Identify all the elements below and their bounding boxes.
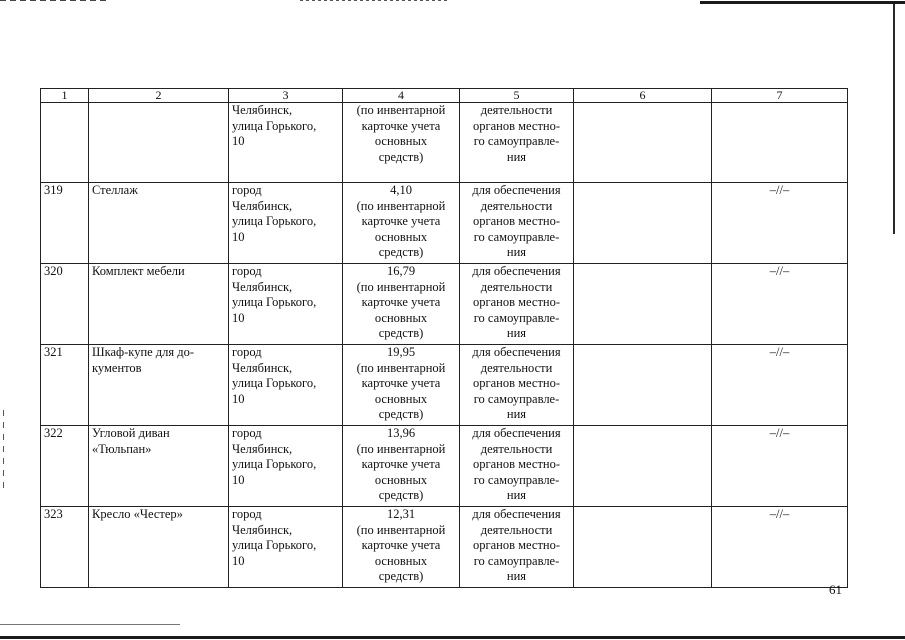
value-line: 13,96 <box>386 426 416 440</box>
purpose-line: для обеспечения <box>472 345 561 359</box>
table-row <box>41 264 848 345</box>
purpose-line: го самоуправле- <box>473 391 560 406</box>
purpose-cell <box>460 426 574 507</box>
value-line: 4,10 <box>390 183 412 197</box>
address-line: улица Горького, <box>232 538 317 552</box>
purpose-line: деятельности <box>480 522 553 537</box>
column-number-6: 6 <box>574 89 712 103</box>
purpose-line: органов местно- <box>472 457 561 471</box>
address-line: улица Горького, <box>232 457 317 471</box>
purpose-line: для обеспечения <box>472 264 561 278</box>
address-line: 10 <box>232 553 245 568</box>
purpose-cell <box>460 507 574 588</box>
value-line: карточке учета <box>361 118 441 133</box>
item-number-cell: 320 <box>41 264 89 345</box>
value-line: (по инвентарной <box>356 279 446 294</box>
value-line: 12,31 <box>386 507 416 521</box>
value-line: 19,95 <box>386 345 416 359</box>
purpose-line: деятельности <box>480 441 553 456</box>
item-name-line: Комплект мебели <box>92 264 185 278</box>
address-line: Челябинск, <box>232 279 293 294</box>
column-number-2: 2 <box>89 89 229 103</box>
continuation-row <box>41 103 848 183</box>
purpose-line: органов местно- <box>472 295 561 309</box>
purpose-line: деятельности <box>480 360 553 375</box>
ditto-mark-cell: –//– <box>712 264 848 345</box>
continuation-col7-cell <box>712 103 848 183</box>
item-name-line: Шкаф-купе для до- <box>92 345 195 359</box>
scan-artifact-top-left <box>0 0 110 1</box>
continuation-purpose-cell <box>460 103 574 183</box>
scan-artifact-right-edge <box>893 4 895 234</box>
value-line: средств) <box>378 488 424 502</box>
item-name-line: Стеллаж <box>92 183 138 197</box>
value-line: основных <box>374 229 428 244</box>
address-line: 10 <box>232 472 245 487</box>
value-line: (по инвентарной <box>356 360 446 375</box>
value-line: 16,79 <box>386 264 416 278</box>
purpose-line: деятельности <box>480 198 553 213</box>
value-cell <box>343 507 460 588</box>
page-number: 61 <box>829 582 842 597</box>
address-line: город <box>232 507 262 521</box>
value-line: средств) <box>378 149 424 164</box>
address-line: город <box>232 426 262 440</box>
purpose-line: го самоуправле- <box>473 229 560 244</box>
purpose-cell <box>460 183 574 264</box>
item-name-line: Кресло «Честер» <box>92 507 183 521</box>
item-name-cell <box>89 426 229 507</box>
table-row <box>41 426 848 507</box>
scan-artifact-left-dash <box>3 410 4 490</box>
purpose-line: ния <box>506 149 527 164</box>
purpose-line: органов местно- <box>472 214 561 228</box>
item-number-cell: 321 <box>41 345 89 426</box>
value-line: основных <box>374 553 428 568</box>
value-line: (по инвентарной <box>356 441 446 456</box>
table-row <box>41 345 848 426</box>
ditto-mark-cell: –//– <box>712 183 848 264</box>
address-line: город <box>232 264 262 278</box>
value-line: карточке учета <box>361 376 441 390</box>
scan-artifact-bottom-left <box>0 624 180 625</box>
address-line: Челябинск, <box>232 103 293 117</box>
address-line: улица Горького, <box>232 295 317 309</box>
continuation-address-cell <box>229 103 343 183</box>
value-line: основных <box>374 472 428 487</box>
item-name-cell <box>89 507 229 588</box>
col6-cell <box>574 345 712 426</box>
value-line: основных <box>374 310 428 325</box>
address-line: улица Горького, <box>232 214 317 228</box>
value-line: средств) <box>378 569 424 583</box>
purpose-line: го самоуправле- <box>473 472 560 487</box>
value-cell <box>343 183 460 264</box>
col6-cell <box>574 426 712 507</box>
column-number-1: 1 <box>41 89 89 103</box>
address-cell <box>229 507 343 588</box>
scan-artifact-top-mid <box>300 0 450 1</box>
purpose-line: для обеспечения <box>472 507 561 521</box>
ditto-mark-cell: –//– <box>712 507 848 588</box>
value-line: (по инвентарной <box>356 522 446 537</box>
purpose-line: го самоуправле- <box>473 553 560 568</box>
purpose-line: ния <box>506 569 527 583</box>
value-line: карточке учета <box>361 295 441 309</box>
value-line: средств) <box>378 326 424 340</box>
value-line: карточке учета <box>361 538 441 552</box>
value-cell <box>343 345 460 426</box>
value-line: карточке учета <box>361 457 441 471</box>
item-name-cell <box>89 345 229 426</box>
continuation-value-cell <box>343 103 460 183</box>
scan-artifact-top-right <box>700 1 905 4</box>
item-number-cell: 323 <box>41 507 89 588</box>
continuation-col6-cell <box>574 103 712 183</box>
purpose-cell <box>460 345 574 426</box>
column-number-3: 3 <box>229 89 343 103</box>
value-line: (по инвентарной <box>356 198 446 213</box>
purpose-line: органов местно- <box>472 376 561 390</box>
value-line: основных <box>374 134 428 148</box>
address-line: город <box>232 183 262 197</box>
item-name-cell <box>89 183 229 264</box>
value-line: (по инвентарной <box>356 103 446 117</box>
ditto-mark-cell: –//– <box>712 426 848 507</box>
item-name-cell <box>89 264 229 345</box>
purpose-line: органов местно- <box>472 538 561 552</box>
address-line: Челябинск, <box>232 198 293 213</box>
value-cell <box>343 426 460 507</box>
address-line: Челябинск, <box>232 441 293 456</box>
ditto-mark-cell: –//– <box>712 345 848 426</box>
address-line: 10 <box>232 310 245 325</box>
column-number-4: 4 <box>343 89 460 103</box>
item-number-cell: 319 <box>41 183 89 264</box>
value-line: основных <box>374 391 428 406</box>
purpose-line: го самоуправле- <box>473 134 560 148</box>
item-name-line: «Тюльпан» <box>92 441 152 456</box>
purpose-line: ния <box>506 407 527 421</box>
purpose-line: ния <box>506 488 527 502</box>
value-line: средств) <box>378 407 424 421</box>
item-name-line: Угловой диван <box>92 426 170 440</box>
table-row <box>41 507 848 588</box>
purpose-line: для обеспечения <box>472 183 561 197</box>
property-inventory-table <box>40 88 848 588</box>
address-line: 10 <box>232 229 245 244</box>
address-cell <box>229 183 343 264</box>
address-line: улица Горького, <box>232 376 317 390</box>
column-number-5: 5 <box>460 89 574 103</box>
continuation-name-cell <box>89 103 229 183</box>
purpose-line: ния <box>506 245 527 259</box>
continuation-num-cell <box>41 103 89 183</box>
address-line: Челябинск, <box>232 522 293 537</box>
scan-artifact-bottom-edge <box>0 636 905 639</box>
col6-cell <box>574 264 712 345</box>
purpose-cell <box>460 264 574 345</box>
purpose-line: деятельности <box>480 103 553 117</box>
address-cell <box>229 345 343 426</box>
address-cell <box>229 264 343 345</box>
purpose-line: деятельности <box>480 279 553 294</box>
address-line: 10 <box>232 134 245 148</box>
address-line: Челябинск, <box>232 360 293 375</box>
address-line: 10 <box>232 391 245 406</box>
value-line: карточке учета <box>361 214 441 228</box>
address-cell <box>229 426 343 507</box>
col6-cell <box>574 183 712 264</box>
col6-cell <box>574 507 712 588</box>
item-number-cell: 322 <box>41 426 89 507</box>
purpose-line: ния <box>506 326 527 340</box>
item-name-line: кументов <box>92 360 142 375</box>
column-number-header-row <box>41 89 848 103</box>
purpose-line: для обеспечения <box>472 426 561 440</box>
value-cell <box>343 264 460 345</box>
column-number-7: 7 <box>712 89 848 103</box>
table-row <box>41 183 848 264</box>
address-line: улица Горького, <box>232 118 317 133</box>
purpose-line: органов местно- <box>472 118 561 133</box>
value-line: средств) <box>378 245 424 259</box>
purpose-line: го самоуправле- <box>473 310 560 325</box>
address-line: город <box>232 345 262 359</box>
